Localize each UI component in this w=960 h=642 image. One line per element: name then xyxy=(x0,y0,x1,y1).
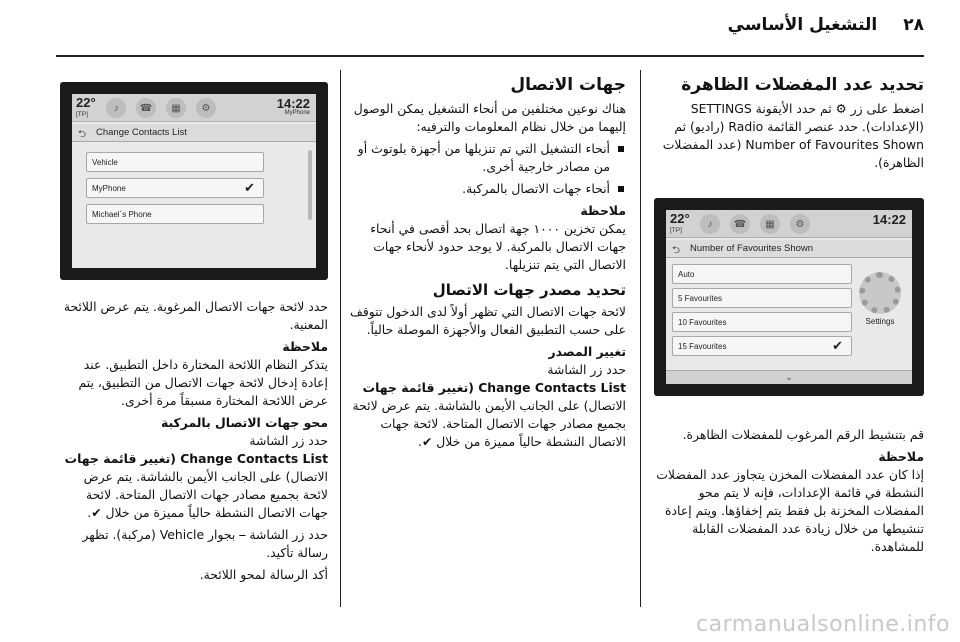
column-middle xyxy=(348,72,626,455)
scrollbar[interactable] xyxy=(308,150,312,220)
contacts-source-text: لائحة جهات الاتصال التي تظهر أولاً لدى الدخول تتوقف على حسب التطبيق الفعال والأجهزة الموصلة حالياً. xyxy=(350,304,626,337)
change-source-heading: تغيير المصدر xyxy=(548,344,626,359)
favourites-instructions: اضغط على زر ⚙ ثم حدد الأيقونة SETTINGS (الإعدادات). حدد عنصر القائمة Radio (راديو) ثم Number of Favourites Shown (عدد المفضلات الظاهرة). xyxy=(662,101,924,170)
column-divider-right xyxy=(640,70,641,607)
phone-icon[interactable]: ☎ xyxy=(136,98,156,118)
favourites-screen xyxy=(666,210,912,384)
favourites-option-5[interactable]: 5 Favourites xyxy=(672,288,852,308)
top-icons xyxy=(106,98,216,118)
section-title-contacts-source: تحديد مصدر جهات الاتصال xyxy=(432,281,626,299)
favourites-note-text: إذا كان عدد المفضلات المخزن يتجاوز عدد المفضلات النشطة في قائمة الإعدادات، فإنه لا يتم محو المفضلات المخزنة بل فقط يتم إخفاؤها. ويتم إعادة تنشيطها من خلال زيادة عدد المفضلات القابلة للمشاهدة. xyxy=(656,467,924,554)
status-bar xyxy=(666,210,912,238)
contacts-screen-title: Change Contacts List xyxy=(96,127,187,138)
header-rule xyxy=(56,55,924,57)
back-icon[interactable]: ⮌ xyxy=(672,245,681,256)
settings-label: Settings xyxy=(865,317,895,326)
favourites-option-10[interactable]: 10 Favourites xyxy=(672,312,852,332)
favourites-option-15[interactable]: 15 Favourites ✔ xyxy=(672,336,852,356)
contacts-list-vehicle[interactable]: Vehicle xyxy=(86,152,264,172)
phone-icon[interactable]: ☎ xyxy=(730,214,750,234)
favourites-note-heading: ملاحظة xyxy=(878,449,924,464)
list-note-heading: ملاحظة xyxy=(282,339,328,354)
audio-icon[interactable]: ♪ xyxy=(106,98,126,118)
clock: 14:22 xyxy=(872,212,906,227)
change-source-text: الاتصال) على الجانب الأيمن بالشاشة. يتم عرض لائحة بجميع مصادر جهات الاتصال المتاحة. لائحة جهات الاتصال النشطة حالياً مميزة من خلال ✔. xyxy=(352,398,626,449)
checkmark-icon: ✔ xyxy=(244,180,255,195)
change-source-line: حدد زر الشاشة xyxy=(547,362,626,377)
tp-indicator: [TP] xyxy=(670,227,682,234)
watermark: carmanualsonline.info xyxy=(696,612,950,637)
select-list-text: حدد لائحة جهات الاتصال المرغوبة. يتم عرض اللائحة المعنية. xyxy=(63,299,328,332)
section-title-contacts: جهات الاتصال xyxy=(510,75,626,95)
contacts-note-text: يمكن تخزين ١٠٠٠ جهة اتصال بحد أقصى في أنحاء جهات الاتصال بالمركبة. لا يوجد حدود لأنحاء جهات الاتصال التي يتم تنزيلها. xyxy=(370,221,626,272)
section-title-favourites: تحديد عدد المفضلات الظاهرة xyxy=(681,75,924,95)
column-left xyxy=(58,298,328,588)
audio-icon[interactable]: ♪ xyxy=(700,214,720,234)
gear-icon xyxy=(859,272,901,314)
contacts-bullet-downloaded: أنحاء التشغيل التي تم تنزيلها من أجهزة بلوتوث أو من مصادر خارجية أخرى. xyxy=(348,140,626,176)
screenshot-favourites xyxy=(654,198,924,396)
temperature: 22° xyxy=(670,211,690,226)
confirm-delete-text: أكد الرسالة لمحو اللائحة. xyxy=(199,567,328,582)
favourites-titlebar xyxy=(666,240,912,258)
favourites-caption: قم بتنشيط الرقم المرغوب للمفضلات الظاهرة. xyxy=(682,427,924,442)
connected-device-name: MyPhone xyxy=(284,110,310,116)
delete-contacts-heading: محو جهات الاتصال بالمركبة xyxy=(160,415,328,430)
apps-icon[interactable]: ▦ xyxy=(760,214,780,234)
contacts-titlebar xyxy=(72,124,316,142)
settings-tile[interactable] xyxy=(856,272,904,332)
chevron-down-icon: ⌄ xyxy=(785,372,793,382)
contacts-note-heading: ملاحظة xyxy=(580,203,626,218)
favourites-option-auto[interactable]: Auto xyxy=(672,264,852,284)
clock: 14:22 xyxy=(276,96,310,111)
delete-contacts-line: حدد زر الشاشة xyxy=(249,433,328,448)
top-icons xyxy=(700,214,810,234)
page-header xyxy=(56,12,924,38)
tp-indicator: [TP] xyxy=(76,111,88,118)
favourites-screen-title: Number of Favourites Shown xyxy=(690,243,814,254)
apps-icon[interactable]: ▦ xyxy=(166,98,186,118)
scroll-down-button[interactable] xyxy=(666,370,912,384)
status-bar xyxy=(72,94,316,122)
contacts-list-myphone[interactable]: MyPhone ✔ xyxy=(86,178,264,198)
screenshot-contacts xyxy=(60,82,328,280)
delete-contacts-text: الاتصال) على الجانب الأيمن بالشاشة. يتم عرض لائحة بجميع مصادر جهات الاتصال المتاحة. لائحة جهات الاتصال النشطة حالياً مميزة من خلال ✔. xyxy=(83,469,328,520)
delete-contacts-bold: Change Contacts List (تغيير قائمة جهات xyxy=(64,451,328,466)
checkmark-icon: ✔ xyxy=(832,338,843,353)
column-right xyxy=(652,72,924,176)
temperature: 22° xyxy=(76,95,96,110)
column-divider-left xyxy=(340,70,341,607)
page-number: ٢٨ xyxy=(903,15,924,35)
change-source-bold: Change Contacts List (تغيير قائمة جهات xyxy=(362,380,626,395)
contacts-intro: هناك نوعين مختلفين من أنحاء التشغيل يمكن الوصول إليهما من خلال نظام المعلومات والترفيه: xyxy=(353,101,626,134)
settings-icon[interactable]: ⚙ xyxy=(196,98,216,118)
page-header-title: التشغيل الأساسي xyxy=(727,15,878,35)
settings-icon[interactable]: ⚙ xyxy=(790,214,810,234)
back-icon[interactable]: ⮌ xyxy=(78,129,87,140)
contacts-bullet-vehicle: أنحاء جهات الاتصال بالمركبة. xyxy=(348,180,626,198)
delete-vehicle-text: حدد زر الشاشة ⎯ بجوار Vehicle (مركبة). تظهر رسالة تأكيد. xyxy=(82,527,328,560)
contacts-list-michaels-phone[interactable]: Michael´s Phone xyxy=(86,204,264,224)
column-right-lower xyxy=(652,426,924,560)
contacts-screen xyxy=(72,94,316,268)
list-note-text: يتذكر النظام اللائحة المختارة داخل التطبيق. عند إعادة إدخال لائحة جهات الاتصال من التطبيق، يتم عرض اللائحة المختارة مسبقاً مرة أخرى. xyxy=(78,357,328,408)
